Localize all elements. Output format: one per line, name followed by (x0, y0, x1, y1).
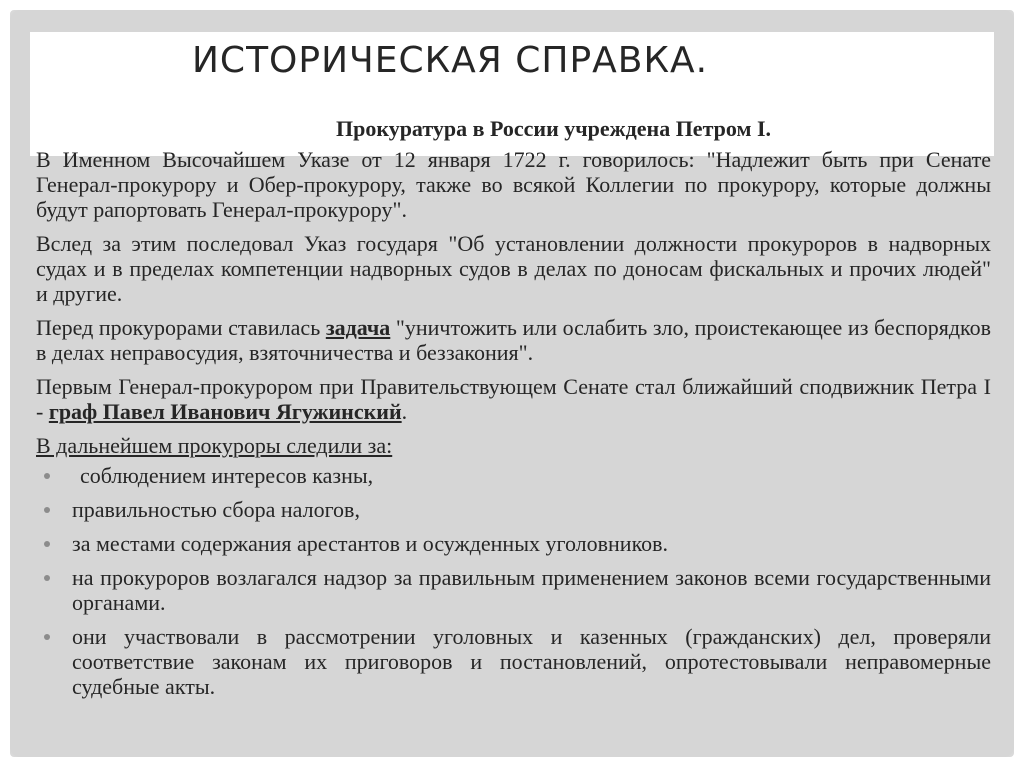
duties-list (36, 463, 991, 699)
list-item (36, 624, 991, 699)
slide-subtitle: Прокуратура в России учреждена Петром I. (335, 116, 772, 141)
paragraph-task-lead: Перед прокурорами ставилась (36, 315, 326, 340)
list-item-text: за местами содержания арестантов и осужденных уголовников. (72, 531, 669, 556)
list-item (36, 497, 991, 522)
list-item-text: соблюдением интересов казны, (80, 463, 374, 488)
slide-content (36, 116, 991, 708)
task-highlight: задача (325, 315, 391, 340)
list-item (36, 463, 991, 488)
duties-intro-text: В дальнейшем прокуроры следили за: (36, 433, 393, 458)
paragraph-decree-1722: В Именном Высочайшем Указе от 12 января 1722 г. говорилось: "Надлежит быть при Сенате Генерал-прокурору и Обер-прокурору, также во всякой Коллегии по прокурору, которые должны будут рапортовать Генерал-прокурору". (36, 147, 991, 222)
list-item-text: на прокуроров возлагался надзор за правильным применением законов всеми государственными органами. (72, 565, 991, 615)
list-item (36, 531, 991, 556)
list-item-text: они участвовали в рассмотрении уголовных и казенных (гражданских) дел, проверяли соответствие законам их приговоров и постановлений, опротестовывали неправомерные судебные акты. (72, 624, 991, 699)
paragraph-duties-intro (36, 433, 991, 458)
list-item (36, 565, 991, 615)
paragraph-decree-courts: Вслед за этим последовал Указ государя "Об установлении должности прокуроров в надворных судах и в пределах компетенции надворных судов в делах по доносам фискальных и прочих людей" и другие. (36, 231, 991, 306)
paragraph-task-rest: "уничтожить или ослабить зло, проистекающее из беспорядков в делах неправосудия, взяточничества и беззакония". (36, 315, 991, 365)
list-item-text: правильностью сбора налогов, (72, 497, 360, 522)
bullet-icon (44, 473, 50, 479)
bullet-icon (44, 575, 50, 581)
paragraph-first-lead: Первым Генерал-прокурором при Правительствующем Сенате стал ближайший сподвижник Петра I - (36, 374, 991, 424)
paragraph-first-end: . (401, 399, 408, 424)
bullet-icon (44, 634, 50, 640)
paragraph-first-general-prosecutor (36, 374, 991, 424)
bullet-icon (44, 541, 50, 547)
slide-title: ИСТОРИЧЕСКАЯ СПРАВКА. (192, 40, 709, 81)
paragraph-task (36, 315, 991, 365)
yaguzhinsky-name: граф Павел Иванович Ягужинский (48, 399, 402, 424)
bullet-icon (44, 507, 50, 513)
